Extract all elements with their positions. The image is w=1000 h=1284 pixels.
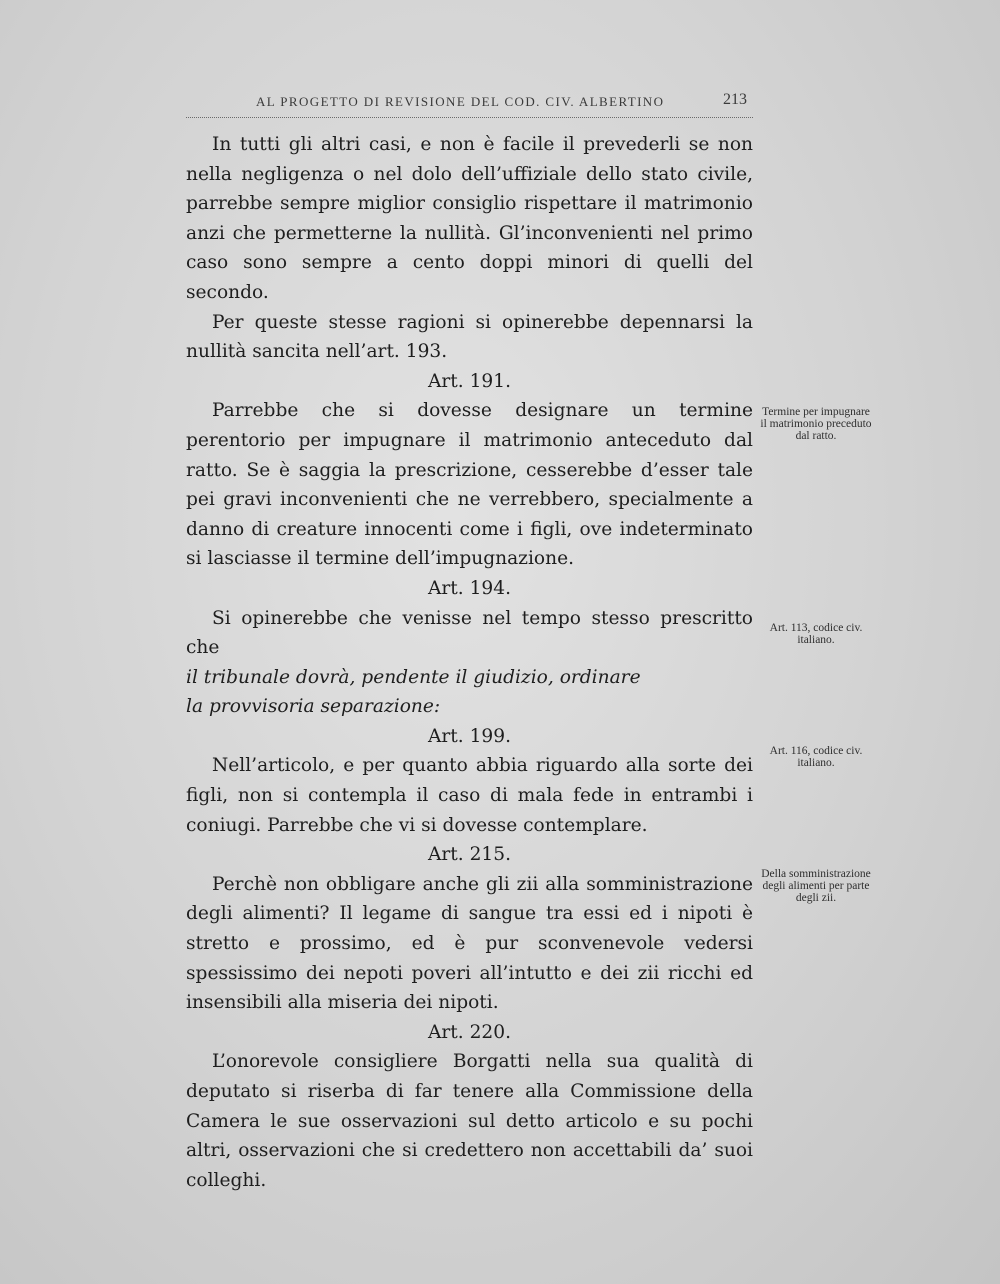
- page-number: 213: [723, 91, 747, 108]
- margin-note-art-113: Art. 113, codice civ. italiano.: [769, 622, 863, 646]
- paragraph-tutti-gli-altri-casi: In tutti gli altri casi, e non è facile il prevederli se non nella negligenza o nel dolo dell’uffiziale dello stato civile, parrebbe sempre miglior consiglio rispettare il matrimonio anzi che permetterne la nullità. Gl’inconvenienti nel primo caso sono sempre a cento doppi minori di quelli del secondo.: [186, 134, 753, 303]
- paragraph-consigliere-borgatti: L’onorevole consigliere Borgatti nella sua qualità di deputato si riserba di far tenere alla Commissione della Camera le sue osservazioni sul detto articolo e su pochi altri, osservazioni che si credettero non accettabili da’ suoi colleghi.: [186, 1051, 753, 1191]
- running-head-title: AL PROGETTO DI REVISIONE DEL COD. CIV. ALBERTINO: [256, 94, 665, 109]
- article-heading-220: Art. 220.: [427, 1021, 511, 1043]
- paragraph-per-queste-stesse-ragioni: Per queste stesse ragioni si opinerebbe depennarsi la nullità sancita nell’art. 193.: [186, 311, 753, 363]
- quote-tribunale-line: il tribunale dovrà, pendente il giudizio, ordinare: [186, 666, 641, 688]
- paragraph-termine-perentorio: Parrebbe che si dovesse designare un termine perentorio per impugnare il matrimonio anteceduto dal ratto. Se è saggia la prescrizione, cesserebbe d’esser tale pei gravi inconvenienti che ne verrebbero, specialmente a danno di creature innocenti come i figli, ove indeterminato si lasciasse il termine dell’impugnazione.: [186, 400, 753, 570]
- margin-note-somministrazione-alimenti: Della somministrazione degli alimenti per parte degli zii.: [761, 868, 871, 904]
- article-heading-199: Art. 199.: [427, 725, 511, 747]
- article-heading-194: Art. 194.: [427, 577, 511, 599]
- paragraph-sorte-dei-figli: Nell’articolo, e per quanto abbia riguardo alla sorte dei figli, non si contempla il caso di mala fede in entrambi i coniugi. Parrebbe che vi si dovesse contemplare.: [186, 755, 753, 836]
- main-text-column: [186, 130, 753, 1195]
- margin-note-termine-impugnare: Termine per impugnare il matrimonio preceduto dal ratto.: [760, 406, 872, 442]
- paragraph-obbligare-gli-zii: Perchè non obbligare anche gli zii alla somministrazione degli alimenti? Il legame di sangue tra essi ed i nipoti è stretto e prossimo, ed è pur sconvenevole vedersi spessissimo dei nepoti poveri all’intutto e dei zii ricchi ed insensibili alla miseria dei nipoti.: [186, 873, 753, 1014]
- paragraph-si-opinerebbe: Si opinerebbe che venisse nel tempo stesso prescritto che: [186, 607, 753, 659]
- article-heading-215: Art. 215.: [427, 844, 511, 866]
- margin-note-art-116: Art. 116, codice civ. italiano.: [769, 745, 863, 769]
- article-heading-191: Art. 191.: [427, 370, 511, 392]
- quote-separazione-line: la provvisoria separazione:: [186, 696, 441, 718]
- header-rule: [186, 117, 753, 118]
